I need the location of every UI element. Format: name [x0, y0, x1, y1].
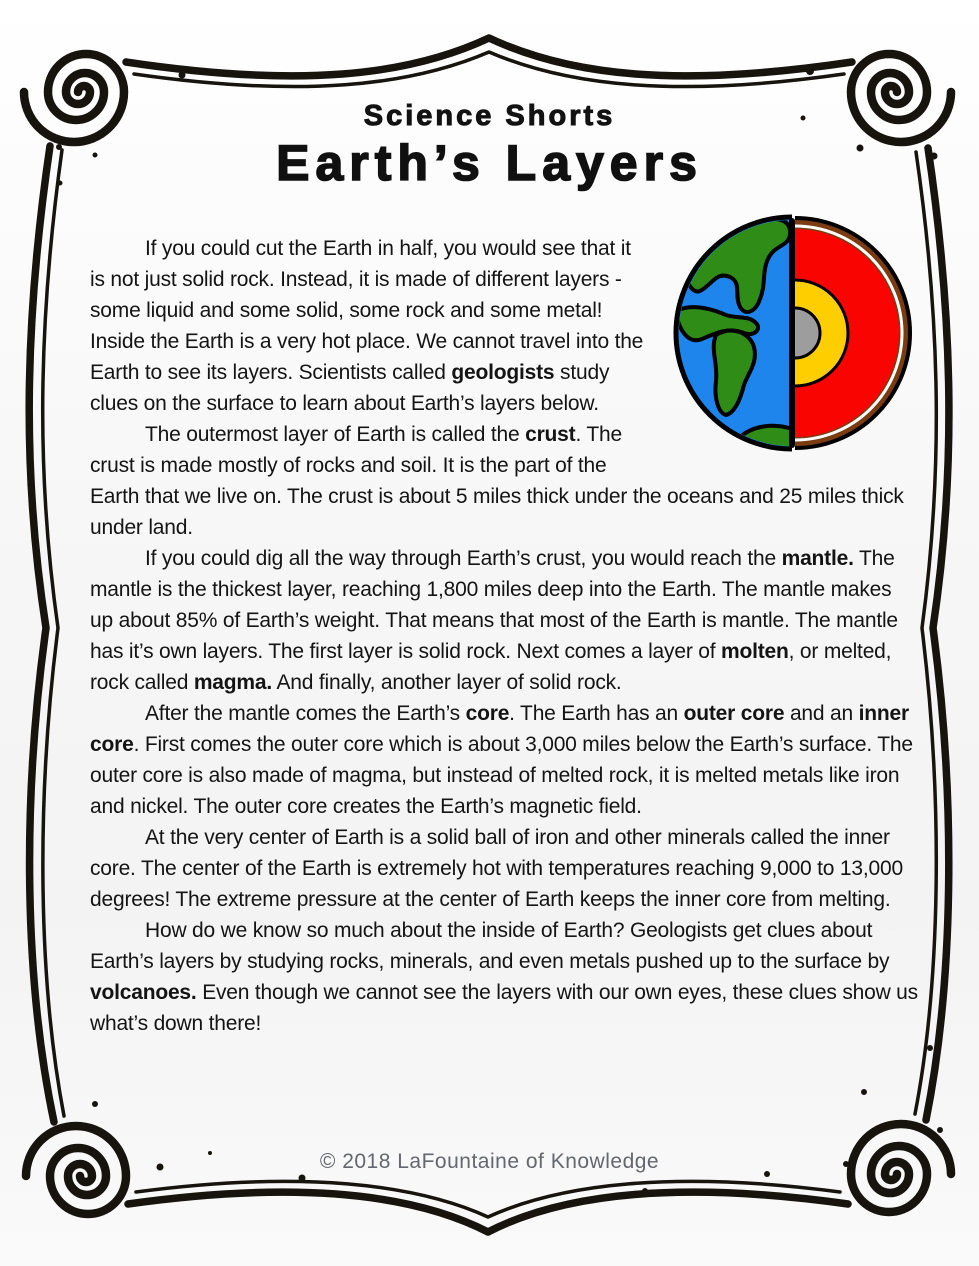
copyright-watermark: © 2018 LaFountaine of Knowledge — [319, 1150, 660, 1173]
frame-left-outer-line — [29, 146, 54, 1122]
text-segment: and an — [784, 702, 859, 725]
frame-top-outer-line — [126, 38, 852, 76]
supertitle: Science Shorts — [363, 100, 616, 132]
page-title: Earth’s Layers — [276, 135, 703, 191]
text-segment: If you could dig all the way through Earth’s crust, you would reach the — [145, 547, 782, 570]
text-segment: . The Earth has an — [509, 702, 684, 725]
text-segment: At the very center of Earth is a solid ball of iron and other minerals called the inner core. The center of the Earth is extremely hot with temperatures reaching 9,000 to 13,000 degrees! The extreme pressure at the center of Earth keeps the inner core from melting. — [90, 826, 903, 911]
text-segment: The outermost layer of Earth is called the — [145, 423, 526, 446]
header — [0, 100, 979, 192]
text-segment: study clues on the surface to learn about Earth’s layers below. — [90, 361, 610, 415]
keyword-bold: geologists — [451, 361, 555, 384]
earth-cross-section-illustration — [664, 211, 916, 457]
frame-top-inner-line — [134, 52, 844, 87]
text-segment: After the mantle comes the Earth’s — [145, 702, 466, 725]
keyword-bold: outer core — [683, 702, 785, 725]
text-segment: . First comes the outer core which is about 3,000 miles below the Earth’s surface. The outer core is also made of magma, but instead of melted rock, it is melted metals like iron and nickel. The outer core creates the Earth’s magnetic field. — [90, 733, 913, 818]
text-segment: . The crust is made mostly of rocks and soil. It is the part of the Earth that we live on. The crust is about 5 miles thick under the oceans and 25 miles thick under land. — [90, 423, 904, 539]
text-segment: And finally, another layer of solid rock. — [271, 671, 622, 694]
text-segment: The mantle is the thickest layer, reaching 1,800 miles deep into the Earth. The mantle makes up about 85% of Earth’s weight. That means that most of the Earth is mantle. The mantle has it’s own layers. The first layer is solid rock. Next comes a layer of — [90, 547, 898, 663]
frame-left-inner-line — [43, 150, 64, 1116]
keyword-bold: crust — [525, 423, 576, 446]
keyword-bold: core — [465, 702, 510, 725]
text-segment: , or melted, rock called — [90, 640, 892, 694]
keyword-bold: mantle. — [781, 547, 854, 570]
text-segment: If you could cut the Earth in half, you would see that it is not just solid rock. Instead, it is made of different layers - some liquid and some solid, some rock and some metal! Inside the Earth is a very hot place. We cannot travel into the Earth to see its layers. Scientists called — [90, 237, 644, 384]
frame-right-outer-line — [926, 148, 949, 1120]
keyword-bold: volcanoes. — [90, 981, 197, 1004]
keyword-bold: molten — [721, 640, 789, 663]
frame-right-inner-line — [915, 152, 936, 1114]
keyword-bold: inner core — [90, 702, 909, 756]
frame-bottom-inner-line — [136, 1181, 840, 1217]
text-segment: How do we know so much about the inside of Earth? Geologists get clues about Earth’s layers by studying rocks, minerals, and even metals pushed up to the surface by — [90, 919, 890, 973]
article-text — [90, 233, 918, 1039]
keyword-bold: magma. — [193, 671, 272, 694]
paragraph — [90, 822, 918, 915]
text-segment: Even though we cannot see the layers with our own eyes, these clues show us what’s down there! — [90, 981, 918, 1035]
paragraph — [90, 543, 918, 698]
paragraph — [90, 698, 918, 822]
frame-bottom-outer-line — [128, 1192, 848, 1232]
paragraph — [90, 915, 918, 1039]
